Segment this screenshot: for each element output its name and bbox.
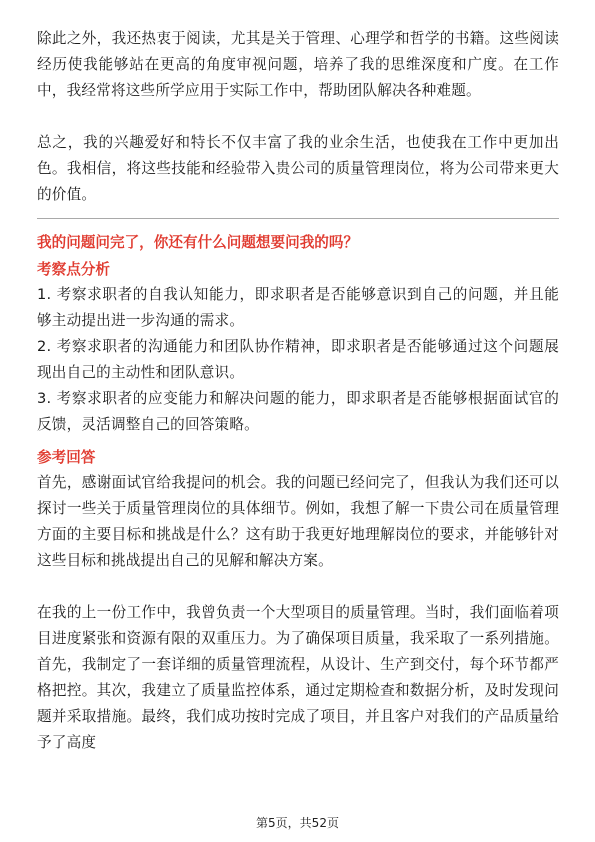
analysis-item-1: 1. 考察求职者的自我认知能力，即求职者是否能够意识到自己的问题，并且能够主动提出进一步沟通的需求。 bbox=[37, 286, 559, 329]
interview-question: 我的问题问完了，你还有什么问题想要问我的吗？ bbox=[37, 234, 359, 251]
paragraph-gap bbox=[37, 104, 559, 130]
analysis-title: 考察点分析 bbox=[37, 261, 110, 278]
intro-paragraph-2: 总之，我的兴趣爱好和特长不仅丰富了我的业余生活，也使我在工作中更加出色。我相信，将这些技能和经验带入贵公司的质量管理岗位，将为公司带来更大的价值。 bbox=[37, 134, 559, 203]
document-page bbox=[37, 26, 559, 756]
section-divider bbox=[37, 218, 559, 219]
intro-paragraph-1: 除此之外，我还热衷于阅读，尤其是关于管理、心理学和哲学的书籍。这些阅读经历使我能够站在更高的角度审视问题，培养了我的思维深度和广度。在工作中，我经常将这些所学应用于实际工作中，帮助团队解决各种难题。 bbox=[37, 30, 559, 99]
analysis-item-2: 2. 考察求职者的沟通能力和团队协作精神，即求职者是否能够通过这个问题展现出自己的主动性和团队意识。 bbox=[37, 338, 559, 381]
analysis-item-3: 3. 考察求职者的应变能力和解决问题的能力，即求职者是否能够根据面试官的反馈，灵活调整自己的回答策略。 bbox=[37, 390, 559, 433]
paragraph-gap bbox=[37, 574, 559, 600]
answer-title: 参考回答 bbox=[37, 449, 96, 466]
analysis-list bbox=[37, 282, 559, 438]
page-number: 第5页，共52页 bbox=[256, 816, 339, 830]
answer-paragraph-1: 首先，感谢面试官给我提问的机会。我的问题已经问完了，但我认为我们还可以探讨一些关于质量管理岗位的具体细节。例如，我想了解一下贵公司在质量管理方面的主要目标和挑战是什么？这有助于我更好地理解岗位的要求，并能够针对这些目标和挑战提出自己的见解和解决方案。 bbox=[37, 474, 559, 569]
answer-paragraph-2: 在我的上一份工作中，我曾负责一个大型项目的质量管理。当时，我们面临着项目进度紧张和资源有限的双重压力。为了确保项目质量，我采取了一系列措施。首先，我制定了一套详细的质量管理流程，从设计、生产到交付，每个环节都严格把控。其次，我建立了质量监控体系，通过定期检查和数据分析，及时发现问题并采取措施。最终，我们成功按时完成了项目，并且客户对我们的产品质量给予了高度 bbox=[37, 604, 559, 751]
